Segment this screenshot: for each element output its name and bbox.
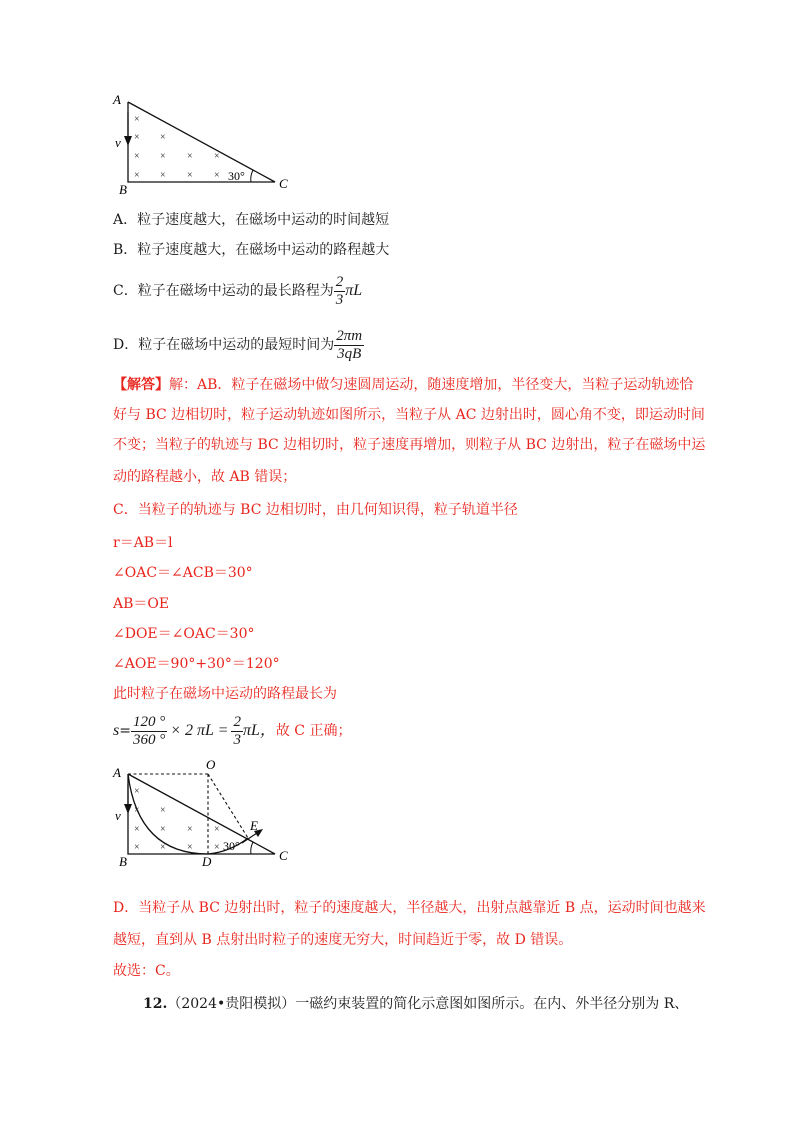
fraction-2-3: $\frac{2}{3}$ <box>233 713 241 748</box>
option-c-text: C．粒子在磁场中运动的最长路程为 <box>113 283 334 299</box>
option-d <box>113 325 364 365</box>
option-c-tail: πL <box>345 282 363 299</box>
question-number: 12. <box>143 996 168 1012</box>
answer-d-line-2: 越短，直到从 B 点射出时粒子的速度无穷大，时间趋近于零，故 D 错误。 <box>113 932 573 948</box>
svg-text:×: × <box>187 170 193 181</box>
svg-text:×: × <box>134 805 140 816</box>
next-question <box>143 994 688 1014</box>
longest-path-line: 此时粒子在磁场中运动的路程最长为 <box>113 686 337 702</box>
svg-text:×: × <box>134 786 140 797</box>
option-c <box>113 273 362 309</box>
velocity-arrowhead-2 <box>124 804 132 814</box>
option-b: B．粒子速度越大，在磁场中运动的路程越大 <box>113 242 390 258</box>
label-E: E <box>250 818 258 833</box>
label-v: v <box>115 135 121 150</box>
label-C: C <box>279 176 288 191</box>
svg-text:×: × <box>134 842 140 853</box>
velocity-arrowhead <box>124 136 132 146</box>
label-B: B <box>119 182 127 197</box>
figure-trajectory <box>110 758 300 870</box>
label-A-2: A <box>113 765 121 780</box>
angle-arc-2 <box>251 842 253 854</box>
svg-text:×: × <box>134 132 140 143</box>
svg-text:×: × <box>214 151 220 162</box>
svg-text:×: × <box>134 170 140 181</box>
svg-text:×: × <box>160 170 166 181</box>
equation-2: ∠OAC＝∠ACB＝30° <box>113 565 253 581</box>
svg-text:×: × <box>160 824 166 835</box>
option-d-text: D．粒子在磁场中运动的最短时间为 <box>113 337 335 353</box>
option-d-fraction: $\frac{2\pi m}{3qB}$ <box>336 327 363 362</box>
answer-line-1: 【解答】解：AB．粒子在磁场中做匀速圆周运动，随速度增加，半径变大，当粒子运动轨迹恰 <box>113 377 694 393</box>
answer-c-line: C．当粒子的轨迹与 BC 边相切时，由几何知识得，粒子轨道半径 <box>113 502 518 518</box>
svg-text:×: × <box>160 132 166 143</box>
label-A: A <box>113 92 121 107</box>
option-a: A．粒子速度越大，在磁场中运动的时间越短 <box>113 212 390 228</box>
final-answer: 故选：C。 <box>113 963 180 979</box>
label-C-2: C <box>279 848 288 863</box>
svg-text:×: × <box>134 151 140 162</box>
equation-5: ∠AOE＝90°+30°＝120° <box>113 656 280 672</box>
field-marks <box>134 114 220 181</box>
svg-text:×: × <box>214 842 220 853</box>
angle-arc <box>251 170 253 182</box>
path-equation: s= $\frac{120 ^\circ}{360 ^\circ}$ × 2 πL = $\frac{2}{3}$ πL，故 C 正确； <box>113 713 352 748</box>
option-c-fraction: $\frac{2}{3}$ <box>335 273 344 308</box>
svg-text:×: × <box>160 151 166 162</box>
equation-4: ∠DOE＝∠OAC＝30° <box>113 626 255 642</box>
svg-text:×: × <box>187 151 193 162</box>
svg-text:×: × <box>187 824 193 835</box>
label-B-2: B <box>119 854 127 869</box>
answer-line-4: 动的路程越小，故 AB 错误； <box>113 469 297 485</box>
svg-text:×: × <box>160 842 166 853</box>
svg-text:×: × <box>214 170 220 181</box>
label-O: O <box>206 758 216 772</box>
answer-line-3: 不变；当粒子的轨迹与 BC 边相切时，粒子速度再增加，则粒子从 BC 边射出，粒子在磁场中运 <box>113 437 706 453</box>
svg-text:×: × <box>134 824 140 835</box>
label-v-2: v <box>115 808 121 823</box>
field-marks-2 <box>134 786 220 853</box>
equation-1: r＝AB＝l <box>113 535 173 551</box>
question-text: （2024•贵阳模拟）一磁约束装置的简化示意图如图所示。在内、外半径分别为 R、 <box>167 996 689 1012</box>
label-D: D <box>202 854 212 869</box>
equation-3: AB＝OE <box>113 596 170 612</box>
fraction-120-360: $\frac{120 ^\circ}{360 ^\circ}$ <box>132 713 166 748</box>
answer-line-2: 好与 BC 边相切时，粒子运动轨迹如图所示，当粒子从 AC 边射出时，圆心角不变，即运动时间 <box>113 407 705 423</box>
angle-label: 30° <box>228 169 245 183</box>
figure-triangle-field <box>110 92 300 197</box>
answer-d-line-1: D．当粒子从 BC 边射出时，粒子的速度越大，半径越大，出射点越靠近 B 点，运动时间也越来 <box>113 900 706 916</box>
svg-text:×: × <box>214 824 220 835</box>
svg-text:×: × <box>134 114 140 125</box>
svg-text:×: × <box>160 805 166 816</box>
angle-label-2: 30° <box>223 839 240 853</box>
svg-text:×: × <box>187 842 193 853</box>
